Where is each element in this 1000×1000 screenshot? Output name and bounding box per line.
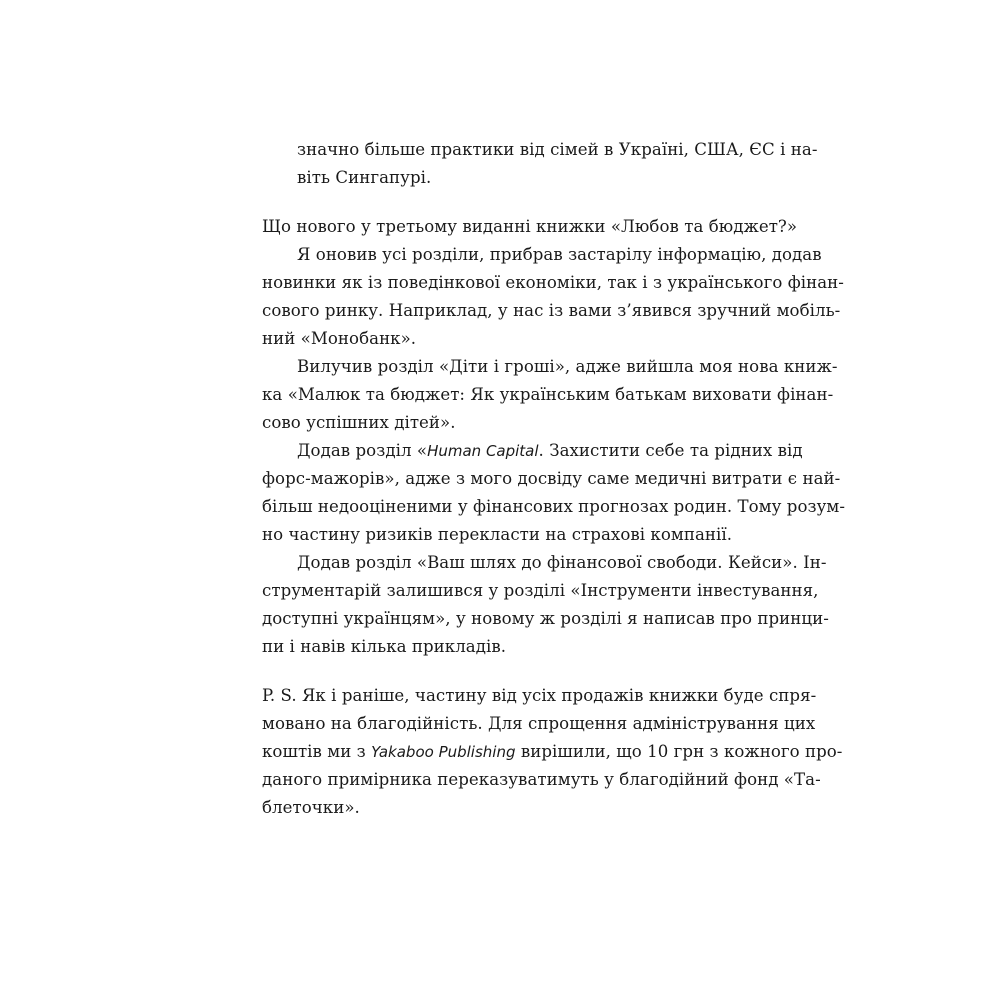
text-line: Вилучив розділ «Діти і гроші», адже вийшла моя нова книж- bbox=[297, 357, 838, 376]
top-paragraph bbox=[262, 136, 818, 192]
text-line bbox=[262, 437, 803, 465]
text-fragment: Додав розділ « bbox=[297, 441, 428, 460]
section-heading: Що нового у третьому виданні книжки «Любов та бюджет?» bbox=[262, 217, 798, 236]
paragraph-removed-section bbox=[262, 353, 838, 437]
text-line: струментарій залишився у розділі «Інструменти інвестування, bbox=[262, 581, 819, 600]
text-fragment: вирішили, що 10 грн з кожного про- bbox=[515, 742, 843, 761]
text-line: мовано на благодійність. Для спрощення адміністрування цих bbox=[262, 714, 816, 733]
paragraph-cases bbox=[262, 549, 829, 661]
text-line: форс-мажорів», адже з мого досвіду саме медичні витрати є най- bbox=[262, 469, 841, 488]
text-line: сового ринку. Наприклад, у нас із вами з’явився зручний мобіль- bbox=[262, 301, 841, 320]
text-line: більш недооціненими у фінансових прогнозах родин. Тому розум- bbox=[262, 497, 846, 516]
postscript bbox=[262, 682, 843, 822]
text-line: P. S. Як і раніше, частину від усіх продажів книжки буде спря- bbox=[262, 686, 817, 705]
text-line: сово успішних дітей». bbox=[262, 413, 456, 432]
text-line: но частину ризиків перекласти на страхові компанії. bbox=[262, 525, 733, 544]
text-line: Я оновив усі розділи, прибрав застарілу інформацію, додав bbox=[297, 245, 822, 264]
paragraph-gap bbox=[262, 192, 776, 213]
paragraph-human-capital bbox=[262, 437, 846, 549]
italic-term: Human Capital bbox=[427, 442, 539, 460]
text-line: блеточки». bbox=[262, 798, 360, 817]
text-line: віть Сингапурі. bbox=[297, 168, 432, 187]
text-line: даного примірника переказуватимуть у благодійний фонд «Та- bbox=[262, 770, 821, 789]
text-line: Додав розділ «Ваш шлях до фінансової свободи. Кейси». Ін- bbox=[297, 553, 827, 572]
italic-publisher: Yakaboo Publishing bbox=[371, 743, 516, 761]
paragraph-gap bbox=[262, 661, 776, 682]
text-line: значно більше практики від сімей в Україні, США, ЄС і на- bbox=[297, 140, 818, 159]
text-line bbox=[262, 738, 843, 766]
paragraph-updates bbox=[262, 241, 844, 353]
text-fragment: . Захистити себе та рідних від bbox=[538, 441, 803, 460]
text-line: ний «Монобанк». bbox=[262, 329, 417, 348]
text-line: новинки як із поведінкової економіки, так і з українського фінан- bbox=[262, 273, 844, 292]
page-text bbox=[262, 136, 846, 822]
text-line: пи і навів кілька прикладів. bbox=[262, 637, 507, 656]
text-line: ка «Малюк та бюджет: Як українським батькам виховати фінан- bbox=[262, 385, 834, 404]
text-line: доступні українцям», у новому ж розділі я написав про принци- bbox=[262, 609, 829, 628]
text-fragment: коштів ми з bbox=[262, 742, 372, 761]
